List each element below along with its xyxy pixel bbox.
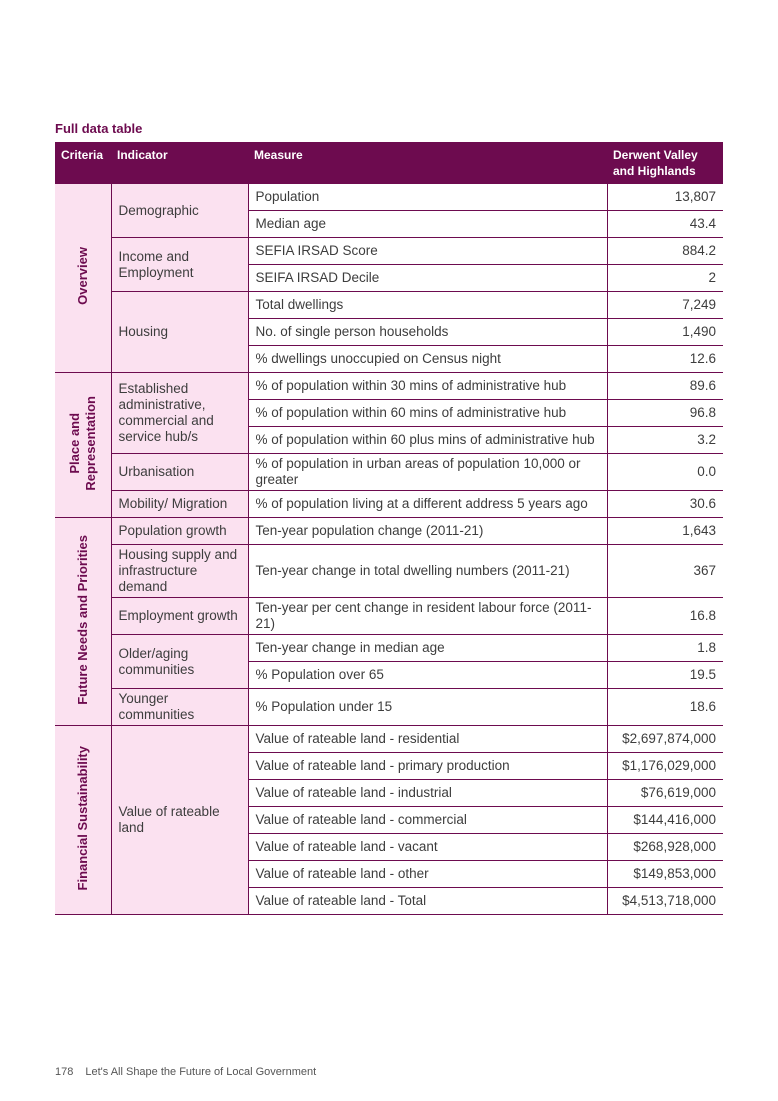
measure-cell: No. of single person households bbox=[248, 319, 607, 346]
indicator-cell: Younger communities bbox=[111, 689, 248, 726]
indicator-cell: Mobility/ Migration bbox=[111, 491, 248, 518]
value-cell: 7,249 bbox=[607, 292, 723, 319]
measure-cell: Value of rateable land - industrial bbox=[248, 780, 607, 807]
measure-cell: Population bbox=[248, 184, 607, 211]
indicator-cell: Housing bbox=[111, 292, 248, 373]
value-cell: $144,416,000 bbox=[607, 807, 723, 834]
value-cell: $76,619,000 bbox=[607, 780, 723, 807]
table-title: Full data table bbox=[55, 121, 143, 136]
value-cell: 2 bbox=[607, 265, 723, 292]
table-row bbox=[55, 598, 723, 635]
measure-cell: % Population over 65 bbox=[248, 662, 607, 689]
indicator-cell: Demographic bbox=[111, 184, 248, 238]
table-row bbox=[55, 373, 723, 400]
header-measure: Measure bbox=[248, 142, 607, 184]
value-cell: 0.0 bbox=[607, 454, 723, 491]
value-cell: 18.6 bbox=[607, 689, 723, 726]
measure-cell: % of population in urban areas of population 10,000 or greater bbox=[248, 454, 607, 491]
measure-cell: Ten-year change in median age bbox=[248, 635, 607, 662]
full-data-table bbox=[55, 142, 723, 915]
measure-cell: Value of rateable land - residential bbox=[248, 726, 607, 753]
value-cell: 1.8 bbox=[607, 635, 723, 662]
value-cell: $4,513,718,000 bbox=[607, 888, 723, 915]
footer-text: Let's All Shape the Future of Local Government bbox=[85, 1066, 317, 1078]
indicator-cell: Older/aging communities bbox=[111, 635, 248, 689]
indicator-cell: Value of rateable land bbox=[111, 726, 248, 915]
table-header-row bbox=[55, 142, 723, 184]
indicator-cell: Established administrative, commercial and service hub/s bbox=[111, 373, 248, 454]
criteria-label: Financial Sustainability bbox=[74, 745, 90, 891]
criteria-label: Future Needs and Priorities bbox=[74, 534, 90, 705]
indicator-cell: Urbanisation bbox=[111, 454, 248, 491]
value-cell: 12.6 bbox=[607, 346, 723, 373]
value-cell: 1,643 bbox=[607, 518, 723, 545]
measure-cell: % of population living at a different address 5 years ago bbox=[248, 491, 607, 518]
header-value: Derwent Valley and Highlands bbox=[607, 142, 723, 184]
value-cell: 1,490 bbox=[607, 319, 723, 346]
measure-cell: SEFIA IRSAD Score bbox=[248, 238, 607, 265]
indicator-cell: Income and Employment bbox=[111, 238, 248, 292]
indicator-cell: Housing supply and infrastructure demand bbox=[111, 545, 248, 598]
measure-cell: % of population within 60 mins of administrative hub bbox=[248, 400, 607, 427]
value-cell: $149,853,000 bbox=[607, 861, 723, 888]
table-row bbox=[55, 292, 723, 319]
measure-cell: % of population within 30 mins of administrative hub bbox=[248, 373, 607, 400]
table-row bbox=[55, 238, 723, 265]
value-cell: $268,928,000 bbox=[607, 834, 723, 861]
value-cell: 96.8 bbox=[607, 400, 723, 427]
table-row bbox=[55, 545, 723, 598]
criteria-overview bbox=[55, 184, 111, 373]
value-cell: 3.2 bbox=[607, 427, 723, 454]
criteria-place-representation bbox=[55, 373, 111, 518]
value-cell: 16.8 bbox=[607, 598, 723, 635]
value-cell: 30.6 bbox=[607, 491, 723, 518]
table-row bbox=[55, 184, 723, 211]
value-cell: 43.4 bbox=[607, 211, 723, 238]
page-footer bbox=[55, 1066, 316, 1078]
measure-cell: Value of rateable land - Total bbox=[248, 888, 607, 915]
measure-cell: % of population within 60 plus mins of administrative hub bbox=[248, 427, 607, 454]
table-row bbox=[55, 491, 723, 518]
table-row bbox=[55, 518, 723, 545]
table-row bbox=[55, 635, 723, 662]
value-cell: 367 bbox=[607, 545, 723, 598]
measure-cell: Ten-year change in total dwelling numbers (2011-21) bbox=[248, 545, 607, 598]
table-row bbox=[55, 726, 723, 753]
value-cell: 89.6 bbox=[607, 373, 723, 400]
measure-cell: Ten-year population change (2011-21) bbox=[248, 518, 607, 545]
measure-cell: Ten-year per cent change in resident labour force (2011-21) bbox=[248, 598, 607, 635]
value-cell: $2,697,874,000 bbox=[607, 726, 723, 753]
criteria-label: Overview bbox=[74, 247, 90, 305]
table-row bbox=[55, 454, 723, 491]
measure-cell: % Population under 15 bbox=[248, 689, 607, 726]
criteria-future-needs bbox=[55, 518, 111, 726]
indicator-cell: Population growth bbox=[111, 518, 248, 545]
measure-cell: Value of rateable land - other bbox=[248, 861, 607, 888]
table-row bbox=[55, 689, 723, 726]
measure-cell: % dwellings unoccupied on Census night bbox=[248, 346, 607, 373]
value-cell: 13,807 bbox=[607, 184, 723, 211]
header-criteria: Criteria bbox=[55, 142, 111, 184]
measure-cell: Value of rateable land - primary production bbox=[248, 753, 607, 780]
page-number: 178 bbox=[55, 1066, 74, 1078]
value-cell: 19.5 bbox=[607, 662, 723, 689]
value-cell: $1,176,029,000 bbox=[607, 753, 723, 780]
measure-cell: Value of rateable land - vacant bbox=[248, 834, 607, 861]
measure-cell: Value of rateable land - commercial bbox=[248, 807, 607, 834]
value-cell: 884.2 bbox=[607, 238, 723, 265]
header-indicator: Indicator bbox=[111, 142, 248, 184]
measure-cell: Median age bbox=[248, 211, 607, 238]
criteria-label: Place and Representation bbox=[66, 395, 98, 491]
criteria-financial-sustainability bbox=[55, 726, 111, 915]
measure-cell: SEIFA IRSAD Decile bbox=[248, 265, 607, 292]
indicator-cell: Employment growth bbox=[111, 598, 248, 635]
measure-cell: Total dwellings bbox=[248, 292, 607, 319]
